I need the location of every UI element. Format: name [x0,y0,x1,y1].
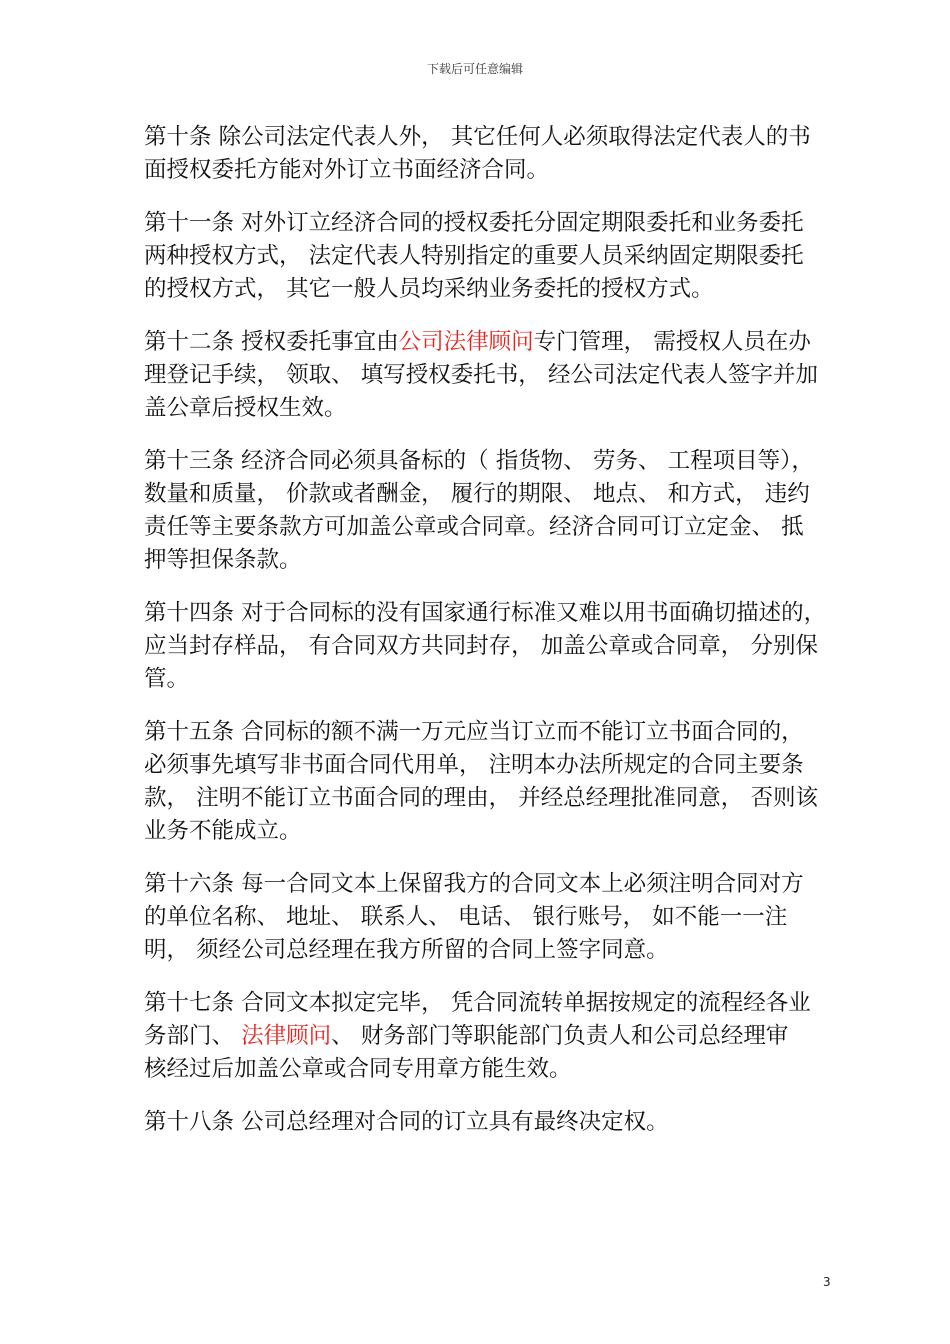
text-line [144,663,844,696]
text-segment: 明， 须经公司总经理在我方所留的合同上签字同意。 [144,937,669,963]
text-line [144,934,844,967]
text-segment: 的单位名称、 地址、 联系人、 电话、 银行账号， 如不能一一注 [144,904,788,930]
text-line [144,630,844,663]
article-paragraph [144,868,844,967]
text-segment: 数量和质量， 价款或者酬金， 履行的期限、 地点、 和方式， 违约 [144,481,810,507]
article-paragraph [144,207,844,306]
text-line [144,511,844,544]
article-paragraph [144,445,844,577]
highlighted-term: 公司法律顾问 [398,329,534,355]
text-line [144,1020,844,1053]
text-segment: 押等担保条款。 [144,547,302,573]
text-line [144,240,844,273]
article-paragraph [144,121,844,187]
text-segment: 的授权方式， 其它一般人员均采纳业务委托的授权方式。 [144,276,714,302]
text-line [144,445,844,478]
text-line [144,901,844,934]
article-paragraph [144,326,844,425]
text-segment: 核经过后加盖公章或合同专用章方能生效。 [144,1056,572,1082]
text-segment: 专门管理， 需授权人员在办 [533,329,811,355]
text-segment: 管。 [144,666,190,692]
text-segment: 责任等主要条款方可加盖公章或合同章。经济合同可订立定金、 抵 [144,514,804,540]
text-line [144,326,844,359]
article-paragraph [144,716,844,848]
article-paragraph [144,987,844,1086]
text-line [144,597,844,630]
text-line [144,359,844,392]
text-line [144,1053,844,1086]
text-segment: 第十七条 合同文本拟定完毕， 凭合同流转单据按规定的流程经各业 [144,990,811,1016]
text-line [144,815,844,848]
text-line [144,478,844,511]
text-segment: 第十三条 经济合同必须具备标的（ 指货物、 劳务、 工程项目等）， [144,448,814,474]
text-line [144,273,844,306]
text-segment: 两种授权方式， 法定代表人特别指定的重要人员采纳固定期限委托 [144,243,804,269]
article-paragraph [144,597,844,696]
text-line [144,544,844,577]
text-segment: 第十四条 对于合同标的没有国家通行标准又难以用书面确切描述的， [144,600,827,626]
text-segment: 必须事先填写非书面合同代用单， 注明本办法所规定的合同主要条 [144,752,804,778]
text-line [144,121,844,154]
text-line [144,782,844,815]
text-line [144,716,844,749]
text-line [144,987,844,1020]
text-segment: 面授权委托方能对外订立书面经济合同。 [144,157,550,183]
text-segment: 应当封存样品， 有合同双方共同封存， 加盖公章或合同章， 分别保 [144,633,818,659]
text-segment: 第十五条 合同标的额不满一万元应当订立而不能订立书面合同的， [144,719,804,745]
text-segment: 务部门、 [144,1023,242,1049]
text-line [144,154,844,187]
document-body [144,121,844,1159]
text-segment: 第十八条 公司总经理对合同的订立具有最终决定权。 [144,1109,669,1135]
text-segment: 第十六条 每一合同文本上保留我方的合同文本上必须注明合同对方 [144,871,804,897]
highlighted-term: 法律顾问 [241,1023,332,1049]
text-line [144,207,844,240]
text-segment: 理登记手续， 领取、 填写授权委托书， 经公司法定代表人签字并加 [144,362,818,388]
text-line [144,1106,844,1139]
text-line [144,749,844,782]
text-segment: 款， 注明不能订立书面合同的理由， 并经总经理批准同意， 否则该 [144,785,818,811]
page-header: 下载后可任意编辑 [426,62,523,76]
text-segment: 第十条 除公司法定代表人外， 其它任何人必须取得法定代表人的书 [144,124,811,150]
text-segment: 第十二条 授权委托事宜由 [144,329,399,355]
text-segment: 第十一条 对外订立经济合同的授权委托分固定期限委托和业务委托 [144,210,804,236]
text-line [144,392,844,425]
text-line [144,868,844,901]
text-segment: 、 财务部门等职能部门负责人和公司总经理审 [331,1023,789,1049]
text-segment: 业务不能成立。 [144,818,302,844]
article-paragraph [144,1106,844,1139]
text-segment: 盖公章后授权生效。 [144,395,347,421]
page-number: 3 [823,1275,831,1289]
